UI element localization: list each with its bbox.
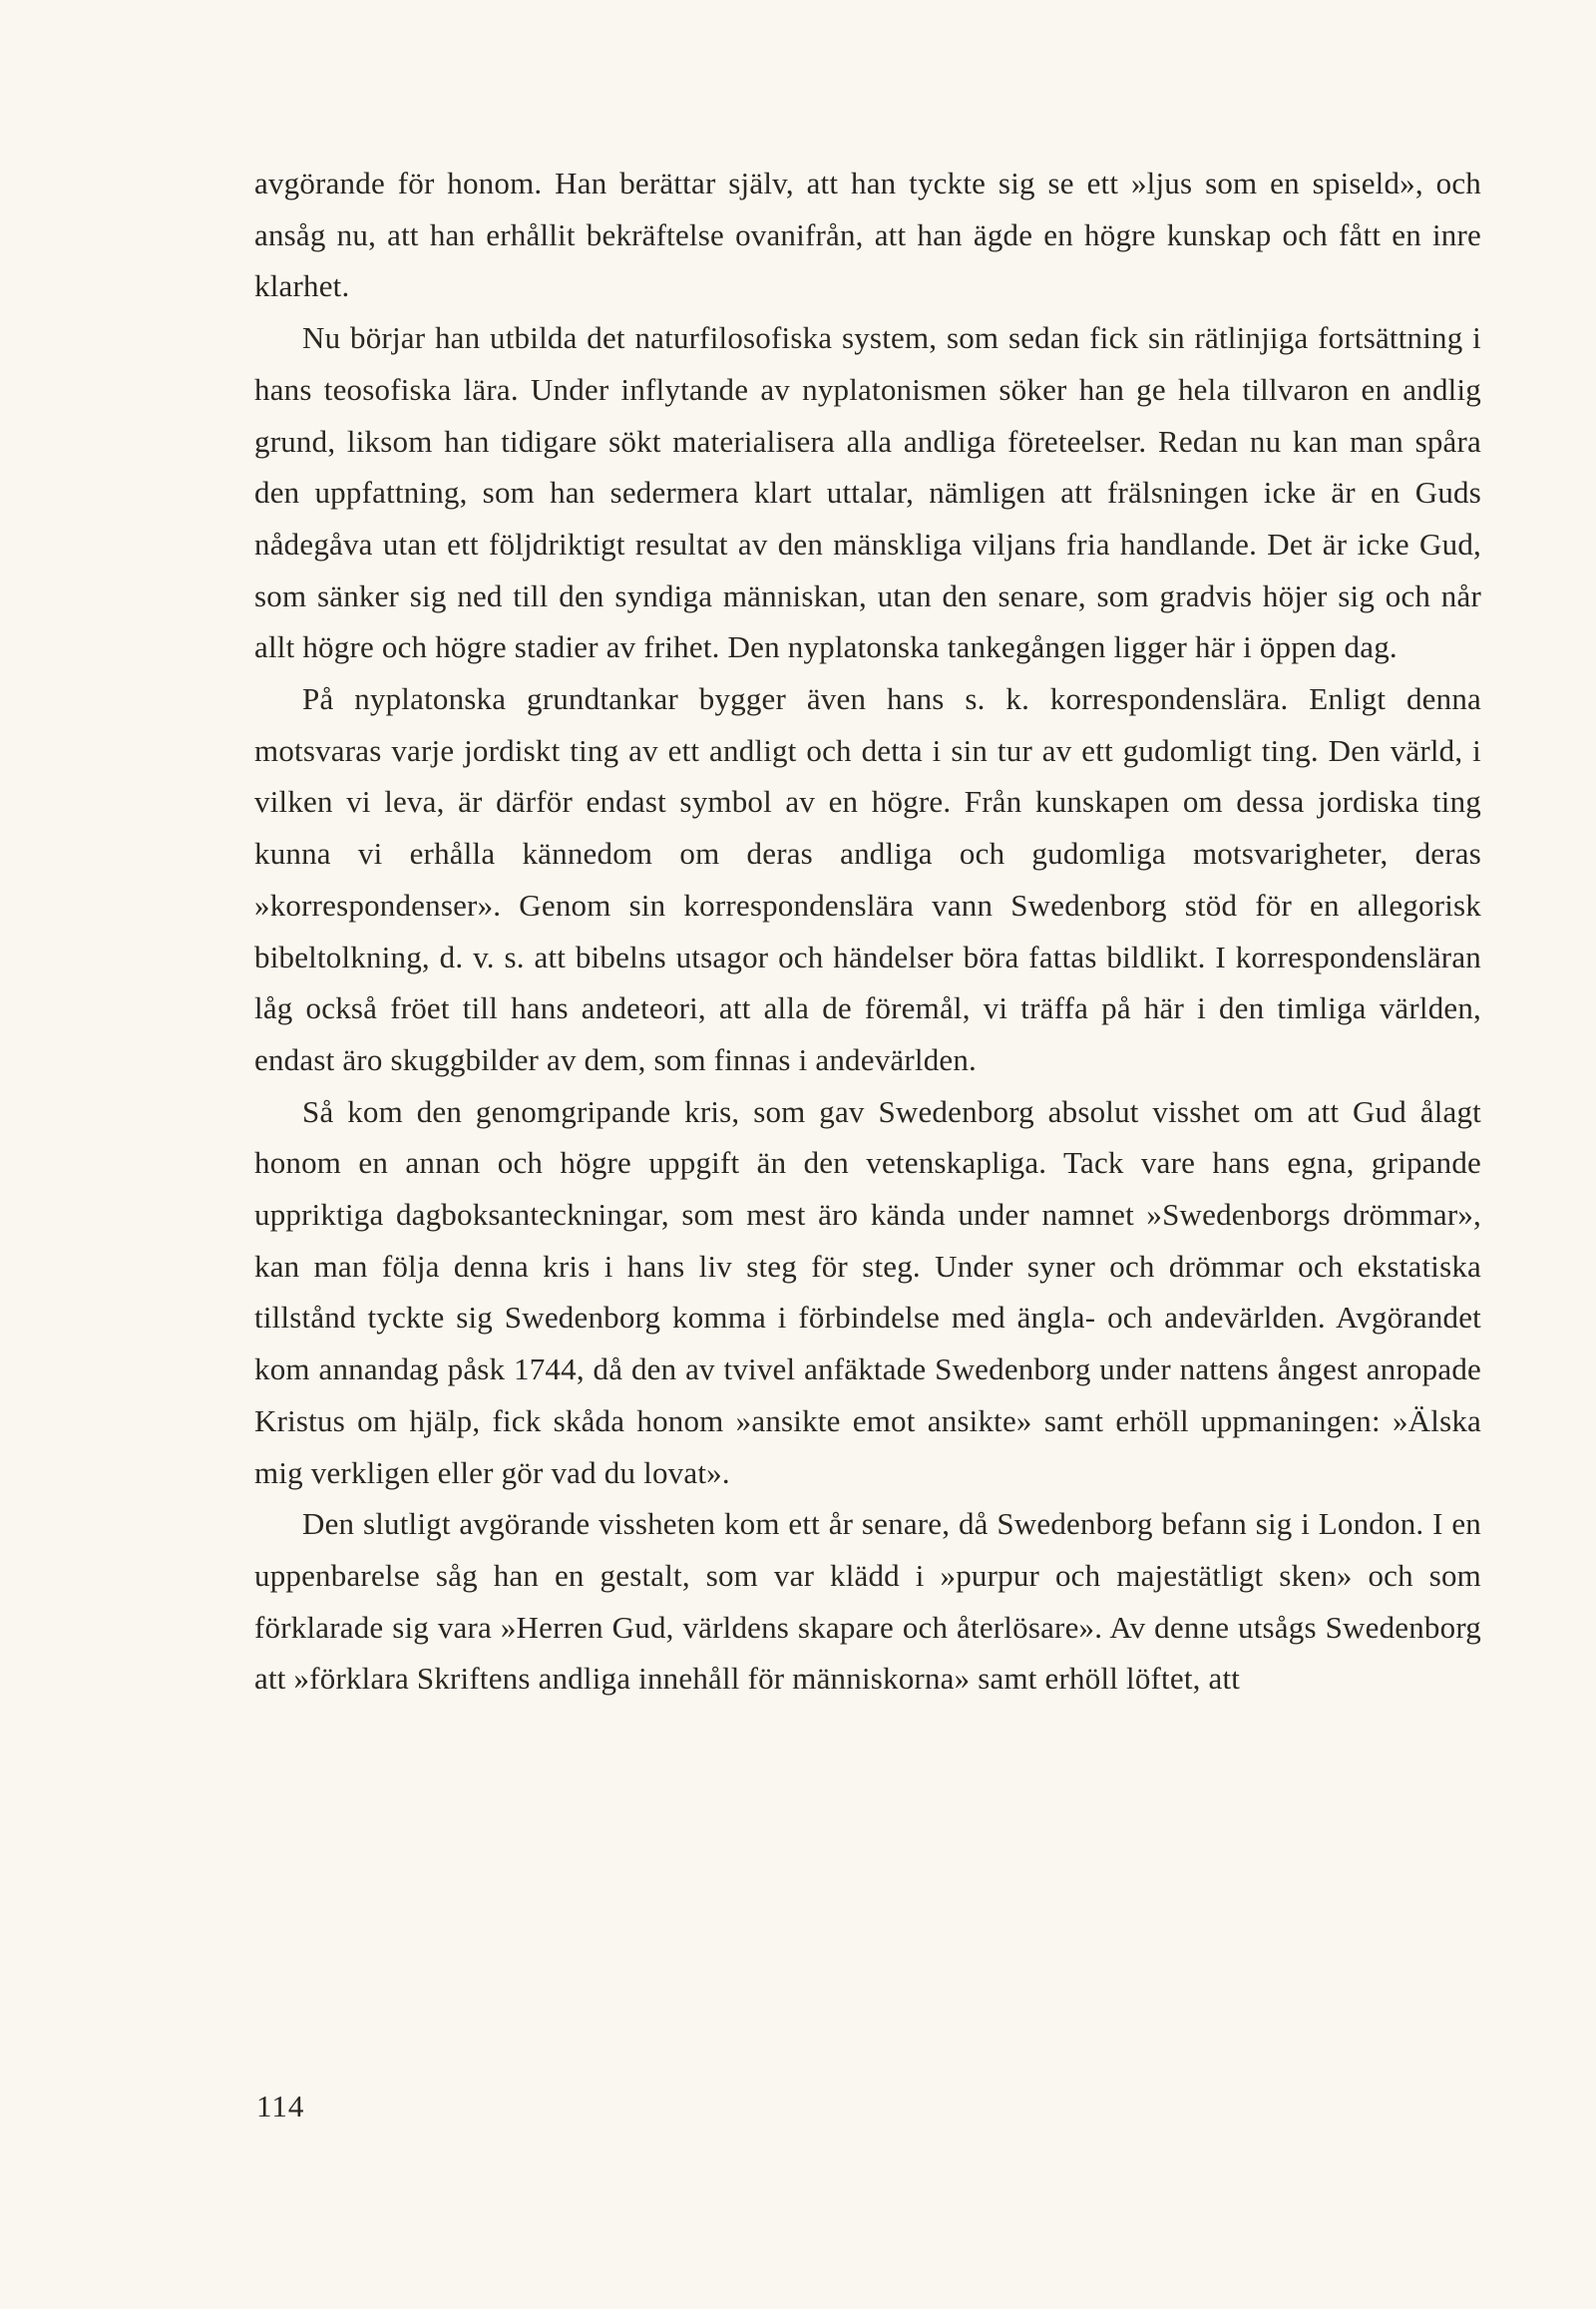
body-text — [254, 158, 1481, 1705]
paragraph-natural-philosophy: Nu börjar han utbilda det naturfilosofiska system, som sedan fick sin rätlinjiga fortsättning i hans teosofiska lära. Under inflytande av nyplatonismen söker han ge hela tillvaron en andlig grund, liksom han tidigare sökt materialisera alla andliga företeelser. Redan nu kan man spåra den uppfattning, som han sedermera klart uttalar, nämligen att frälsningen icke är en Guds nådegåva utan ett följdriktigt resultat av den mänskliga viljans fria handlande. Det är icke Gud, som sänker sig ned till den syndiga människan, utan den senare, som gradvis höjer sig och når allt högre och högre stadier av frihet. Den nyplatonska tankegången ligger här i öppen dag. — [254, 320, 1481, 665]
paragraph-london-revelation: Den slutligt avgörande vissheten kom ett år senare, då Swedenborg befann sig i London. I en uppenbarelse såg han en gestalt, som var klädd i »purpur och majestätligt sken» och som förklarade sig vara »Herren Gud, världens skapare och återlösare». Av denne utsågs Swedenborg att »förklara Skriftens andliga innehåll för människorna» samt erhöll löftet, att — [254, 1506, 1481, 1697]
page-number: 114 — [256, 2089, 305, 2123]
paragraph-correspondence-doctrine: På nyplatonska grundtankar bygger även hans s. k. korrespondenslära. Enligt denna motsvaras varje jordiskt ting av ett andligt och detta i sin tur av ett gudomligt ting. Den värld, i vilken vi leva, är därför endast symbol av en högre. Från kunskapen om dessa jordiska ting kunna vi erhålla kännedom om deras andliga och gudomliga motsvarigheter, deras »korrespondenser». Genom sin korrespondenslära vann Swedenborg stöd för en allegorisk bibeltolkning, d. v. s. att bibelns utsagor och händelser böra fattas bildlikt. I korrespondensläran låg också fröet till hans andeteori, att alla de föremål, vi träffa på här i den timliga världen, endast äro skuggbilder av dem, som finnas i andevärlden. — [254, 681, 1481, 1077]
paragraph-crisis: Så kom den genomgripande kris, som gav Swedenborg absolut visshet om att Gud ålagt honom en annan och högre uppgift än den vetenskapliga. Tack vare hans egna, gripande uppriktiga dagboksanteckningar, som mest äro kända under namnet »Swedenborgs drömmar», kan man följa denna kris i hans liv steg för steg. Under syner och drömmar och ekstatiska tillstånd tyckte sig Swedenborg komma i förbindelse med ängla- och andevärlden. Avgörandet kom annandag påsk 1744, då den av tvivel anfäktade Swedenborg under nattens ångest anropade Kristus om hjälp, fick skåda honom »ansikte emot ansikte» samt erhöll uppmaningen: »Älska mig verkligen eller gör vad du lovat». — [254, 1093, 1481, 1490]
paragraph-continuation: avgörande för honom. Han berättar själv, att han tyckte sig se ett »ljus som en spiseld», och ansåg nu, att han erhållit bekräftelse ovanifrån, att han ägde en högre kunskap och fått en inre klarhet. — [254, 166, 1481, 304]
